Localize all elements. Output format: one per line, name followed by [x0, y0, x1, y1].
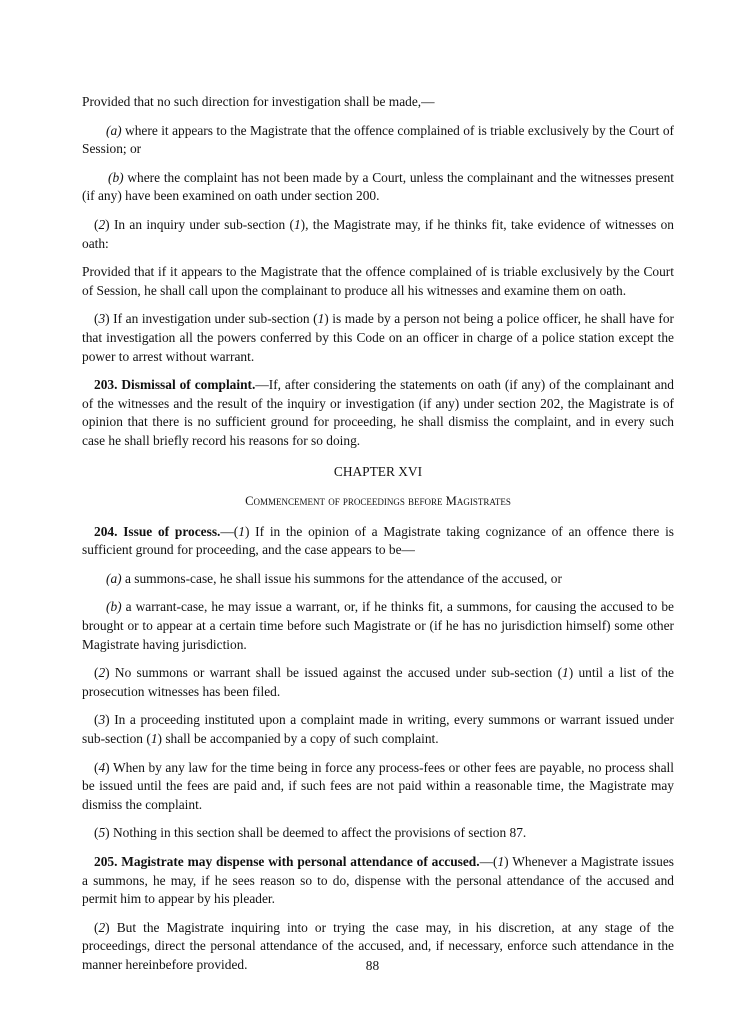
clause-b-paragraph — [82, 169, 674, 206]
subsection-number: 1 — [497, 854, 505, 869]
subsection-3-paragraph — [82, 310, 674, 366]
subsection-4-paragraph — [82, 759, 674, 815]
section-205-paragraph — [82, 853, 674, 909]
section-heading: 203. Dismissal of complaint. — [94, 377, 256, 393]
subsection-number: 1 — [238, 523, 245, 539]
subsection-text: ) Nothing in this section shall be deemed to affect the provisions of section 87. — [105, 825, 527, 841]
subsection-text: ) shall be accompanied by a copy of such complaint. — [157, 731, 439, 747]
section-heading: 204. Issue of process. — [94, 523, 221, 539]
subsection-ref: 1 — [150, 731, 158, 747]
subsection-text: ) is made by a person not being a police officer, he shall have for that investigation all the powers conferred by this Code on an officer in charge of a police station except the power to arrest without warrant. — [82, 311, 674, 364]
subsection-text: ) In an inquiry under sub-section ( — [105, 216, 294, 232]
subsection-text: ) But the Magistrate inquiring into or trying the case may, in his discretion, at any stage of the proceedings, direct the personal attendance of the accused, and, if necessary, enforce such attendance in the manner hereinbefore provided. — [82, 919, 674, 972]
clause-label: (b) — [108, 169, 124, 185]
clause-b-paragraph — [82, 598, 674, 654]
dash: —( — [479, 854, 498, 869]
subsection-number: 2 — [98, 919, 106, 935]
paren: ( — [94, 825, 99, 841]
paren: ( — [94, 311, 99, 327]
clause-label: (b) — [106, 599, 122, 615]
page-number: 88 — [365, 958, 380, 973]
proviso-paragraph: Provided that no such direction for investigation shall be made,— — [82, 94, 435, 109]
subsection-text: ) If an investigation under sub-section ( — [105, 311, 318, 327]
section-203-paragraph — [82, 376, 674, 450]
subsection-number: 4 — [98, 759, 106, 775]
paren: ( — [94, 759, 99, 775]
section-204-paragraph — [82, 523, 674, 560]
subsection-2-paragraph — [82, 216, 674, 253]
subsection-number: 3 — [98, 311, 106, 327]
subsection-number: 2 — [98, 216, 106, 232]
paren: ( — [94, 216, 99, 232]
clause-text: a summons-case, he shall issue his summons for the attendance of the accused, or — [121, 570, 562, 586]
clause-label: (a) — [106, 570, 122, 586]
subsection-2-paragraph — [82, 664, 674, 701]
section-text: ) If in the opinion of a Magistrate taking cognizance of an offence there is sufficient ground for proceeding, and the case appears to be— — [82, 523, 674, 558]
chapter-title: CHAPTER XVI — [333, 463, 423, 479]
paren: ( — [94, 665, 99, 681]
subsection-text: ) until a list of the prosecution witnesses has been filed. — [82, 665, 674, 699]
subsection-text: ) When by any law for the time being in force any process-fees or other fees are payable, no process shall be issued until the fees are paid and, if such fees are not paid within a reasonable time, the Magistrate may dismiss the complaint. — [82, 759, 674, 812]
subsection-text: ) In a proceeding instituted upon a complaint made in writing, every summons or warrant issued under sub-section ( — [82, 712, 674, 747]
paren: ( — [94, 919, 99, 935]
clause-text: a warrant-case, he may issue a warrant, or, if he thinks fit, a summons, for causing the accused to be brought or to appear at a certain time before such Magistrate or (if he has no jurisdiction himself) some other Magistrate having jurisdiction. — [82, 599, 674, 652]
section-text: —If, after considering the statements on oath (if any) of the complainant and of the witnesses and the result of the inquiry or investigation (if any) under section 202, the Magistrate is of opinion that there is no sufficient ground for proceeding, he shall dismiss the complaint, and in every such case he shall briefly record his reasons for so doing. — [82, 377, 675, 448]
subsection-ref: 1 — [293, 216, 301, 232]
clause-a-paragraph — [82, 570, 674, 589]
proviso-paragraph-2: Provided that if it appears to the Magistrate that the offence complained of is triable exclusively by the Court of Session, he shall call upon the complainant to produce all his witnesses and examine them on oath. — [82, 264, 674, 298]
clause-label: (a) — [106, 122, 122, 138]
subsection-number: 2 — [98, 665, 106, 681]
paren: ( — [94, 712, 99, 728]
subsection-3-paragraph — [82, 711, 674, 748]
subsection-number: 5 — [98, 825, 106, 841]
subsection-5-paragraph — [82, 824, 674, 843]
subsection-text: ), the Magistrate may, if he thinks fit, take evidence of witnesses on oath: — [82, 216, 674, 251]
clause-text: where it appears to the Magistrate that the offence complained of is triable exclusively by the Court of Session; or — [82, 122, 674, 157]
clause-a-paragraph — [82, 122, 674, 159]
subsection-ref: 1 — [562, 665, 569, 681]
dash: —( — [220, 523, 239, 539]
section-heading: 205. Magistrate may dispense with personal attendance of accused. — [94, 854, 480, 869]
subsection-number: 3 — [98, 712, 106, 728]
clause-text: where the complaint has not been made by a Court, unless the complainant and the witnesses present (if any) have been examined on oath under section 200. — [82, 169, 674, 204]
subsection-text: ) No summons or warrant shall be issued against the accused under sub-section ( — [105, 665, 563, 681]
subsection-ref: 1 — [317, 311, 325, 327]
chapter-subtitle: Commencement of proceedings before Magistrates — [245, 494, 511, 509]
section-text: ) Whenever a Magistrate issues a summons, he may, if he sees reason so to do, dispense with the personal attendance of the accused and permit him to appear by his pleader. — [82, 854, 674, 907]
